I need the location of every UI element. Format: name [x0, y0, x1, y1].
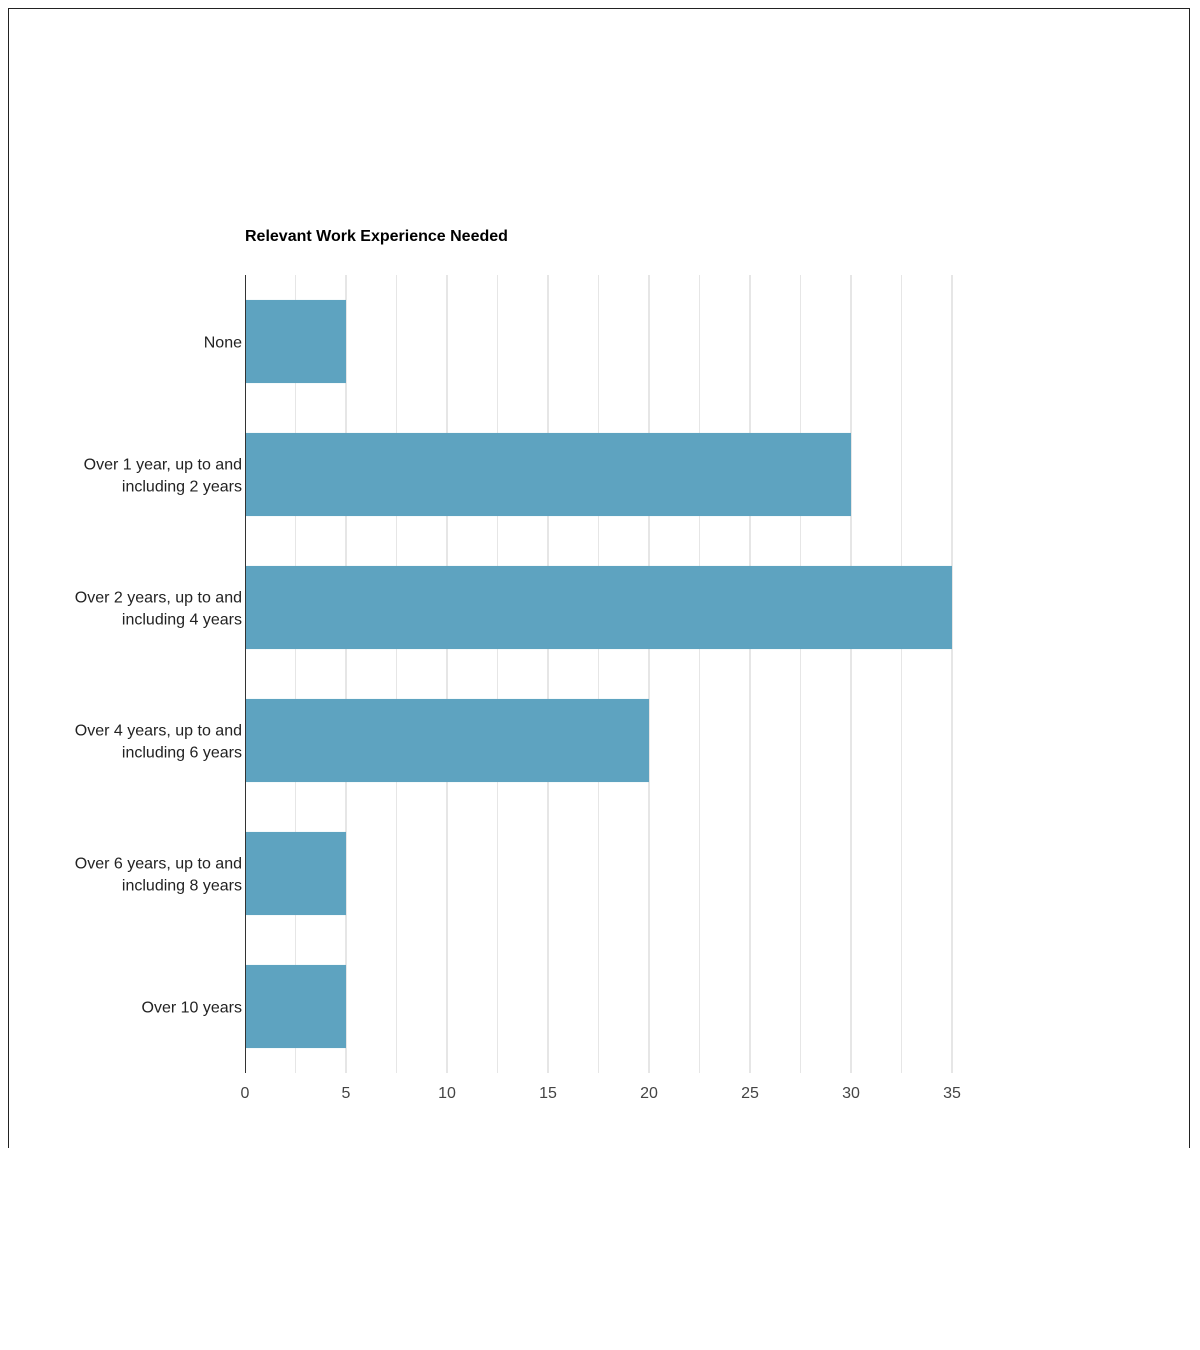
category-label-line: Over 1 year, up to and: [83, 456, 242, 474]
x-tick-label: 15: [539, 1085, 557, 1102]
x-tick-label: 35: [943, 1085, 961, 1102]
category-label: [75, 590, 242, 629]
category-label-line: Over 2 years, up to and: [74, 589, 242, 607]
grid-layer: [296, 275, 953, 1073]
category-label: [75, 723, 242, 762]
category-label-line: None: [203, 334, 242, 352]
x-tick-label: 20: [640, 1085, 658, 1102]
bar: [245, 699, 649, 782]
x-tick-label: 30: [842, 1085, 860, 1102]
bar: [245, 965, 346, 1048]
category-label: [84, 457, 242, 496]
x-tick-label: 10: [438, 1085, 456, 1102]
bar: [245, 433, 851, 516]
x-tick-label: 0: [240, 1085, 250, 1102]
bar: [245, 566, 952, 649]
category-label-line: Over 10 years: [141, 999, 242, 1017]
category-label-line: including 4 years: [121, 611, 242, 629]
chart-title: Relevant Work Experience Needed: [245, 228, 508, 245]
bar: [245, 832, 346, 915]
x-tick-label: 25: [741, 1085, 759, 1102]
category-label-line: including 6 years: [121, 744, 242, 762]
category-label-line: including 2 years: [121, 478, 242, 496]
category-label-line: including 8 years: [121, 877, 242, 895]
bar: [245, 300, 346, 383]
category-label-line: Over 4 years, up to and: [74, 722, 242, 740]
category-label-line: Over 6 years, up to and: [74, 855, 242, 873]
category-label: [75, 856, 242, 895]
category-label: [204, 335, 242, 352]
x-tick-label: 5: [341, 1085, 351, 1102]
category-label: [142, 1000, 242, 1017]
